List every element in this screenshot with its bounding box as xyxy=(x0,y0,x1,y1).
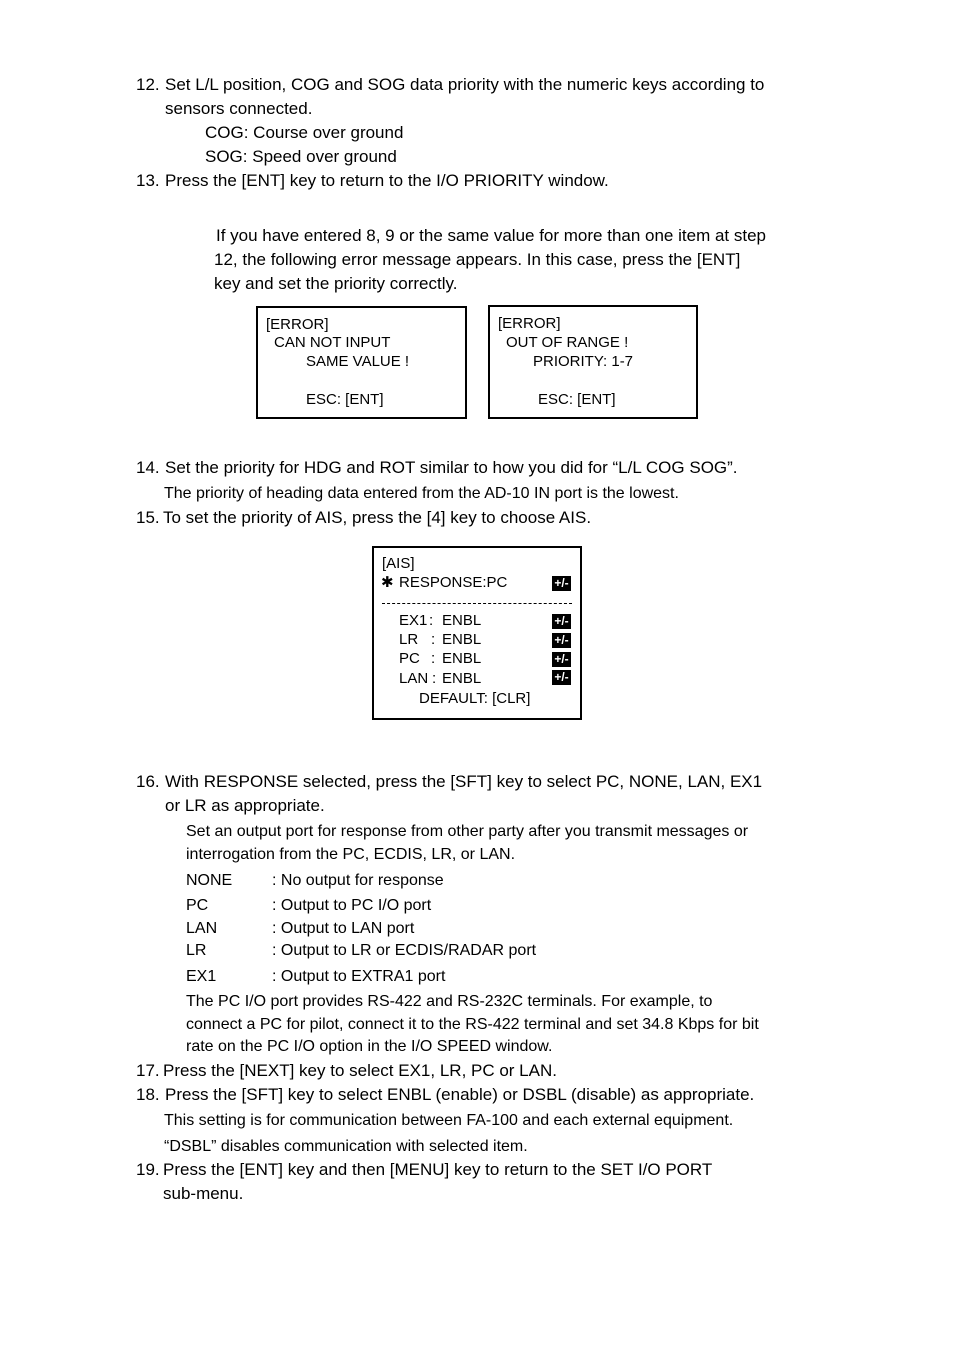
step-12-line-1: Set L/L position, COG and SOG data priority with the numeric keys according to xyxy=(165,75,765,94)
error-message-line-2: PRIORITY: 1-7 xyxy=(533,353,634,370)
step-16-note-2: interrogation from the PC, ECDIS, LR, or LAN. xyxy=(186,846,516,863)
step-17-number: 17. xyxy=(136,1061,160,1080)
ais-item-lr-name[interactable]: LR xyxy=(399,631,419,648)
error-dialog-out-of-range xyxy=(488,305,698,419)
ais-item-ex1-value: ENBL xyxy=(442,612,482,629)
ais-title: [AIS] xyxy=(382,555,415,572)
step-18-number: 18. xyxy=(136,1085,160,1104)
step-16-line-1: With RESPONSE selected, press the [SFT] key to select PC, NONE, LAN, EX1 xyxy=(165,772,763,791)
option-key: LR xyxy=(186,942,207,959)
pcio-note-line-1: The PC I/O port provides RS-422 and RS-232C terminals. For example, to xyxy=(186,993,713,1010)
ais-item-ex1-name[interactable]: EX1 xyxy=(399,612,428,629)
ais-item-sep: : xyxy=(432,670,437,687)
ais-item-sep: : xyxy=(429,612,434,629)
step-18-note-1: This setting is for communication between FA-100 and each external equipment. xyxy=(164,1112,734,1129)
option-desc: : Output to LR or ECDIS/RADAR port xyxy=(272,942,537,959)
step-16-line-2: or LR as appropriate. xyxy=(165,796,325,815)
error-esc-hint: ESC: [ENT] xyxy=(306,391,384,408)
plus-minus-key-icon: +/- xyxy=(552,614,571,629)
cursor-icon: ✱ xyxy=(381,574,394,591)
step-15-text: To set the priority of AIS, press the [4] key to choose AIS. xyxy=(163,508,592,527)
option-desc: : Output to LAN port xyxy=(272,920,415,937)
error-dialog-same-value xyxy=(256,306,467,419)
ais-item-sep: : xyxy=(431,650,436,667)
step-13-number: 13. xyxy=(136,171,160,190)
ais-item-sep: : xyxy=(431,631,436,648)
option-desc: : Output to EXTRA1 port xyxy=(272,968,446,985)
step-13-text: Press the [ENT] key to return to the I/O PRIORITY window. xyxy=(165,171,609,190)
option-desc: : No output for response xyxy=(272,872,444,889)
step-16-note-1: Set an output port for response from other party after you transmit messages or xyxy=(186,823,749,840)
sog-definition: SOG: Speed over ground xyxy=(205,147,397,166)
plus-minus-key-icon: +/- xyxy=(552,670,571,685)
step-19-line-2: sub-menu. xyxy=(163,1184,244,1203)
option-key: NONE xyxy=(186,872,233,889)
step-14-note: The priority of heading data entered from the AD-10 IN port is the lowest. xyxy=(164,485,679,502)
option-key: LAN xyxy=(186,920,218,937)
step-19-number: 19. xyxy=(136,1160,160,1179)
ais-item-lan-name[interactable]: LAN xyxy=(399,670,429,687)
step-15-number: 15. xyxy=(136,508,160,527)
note-line-3: key and set the priority correctly. xyxy=(214,274,458,293)
pcio-note-line-2: connect a PC for pilot, connect it to the RS-422 terminal and set 34.8 Kbps for bit xyxy=(186,1016,759,1033)
pcio-note-line-3: rate on the PC I/O option in the I/O SPEED window. xyxy=(186,1038,553,1055)
cog-definition: COG: Course over ground xyxy=(205,123,404,142)
option-desc: : Output to PC I/O port xyxy=(272,897,432,914)
plus-minus-key-icon: +/- xyxy=(552,633,571,648)
response-setting[interactable]: RESPONSE:PC xyxy=(399,574,508,591)
error-message-line-1: OUT OF RANGE ! xyxy=(506,334,629,351)
plus-minus-key-icon: +/- xyxy=(552,576,571,591)
ais-item-lr-value: ENBL xyxy=(442,631,482,648)
plus-minus-key-icon: +/- xyxy=(552,652,571,667)
step-18-note-2: “DSBL” disables communication with selected item. xyxy=(164,1138,528,1155)
step-19-line-1: Press the [ENT] key and then [MENU] key to return to the SET I/O PORT xyxy=(163,1160,713,1179)
note-line-1: If you have entered 8, 9 or the same value for more than one item at step xyxy=(216,226,766,245)
step-14-text: Set the priority for HDG and ROT similar to how you did for “L/L COG SOG”. xyxy=(165,458,738,477)
ais-item-lan-value: ENBL xyxy=(442,670,482,687)
step-17-text: Press the [NEXT] key to select EX1, LR, PC or LAN. xyxy=(163,1061,557,1080)
separator xyxy=(382,603,572,604)
option-key: EX1 xyxy=(186,968,217,985)
step-12-line-2: sensors connected. xyxy=(165,99,313,118)
step-18-text: Press the [SFT] key to select ENBL (enable) or DSBL (disable) as appropriate. xyxy=(165,1085,755,1104)
error-title: [ERROR] xyxy=(498,315,561,332)
option-key: PC xyxy=(186,897,209,914)
ais-item-pc-name[interactable]: PC xyxy=(399,650,420,667)
error-message-line-2: SAME VALUE ! xyxy=(306,353,410,370)
error-title: [ERROR] xyxy=(266,316,329,333)
step-12-number: 12. xyxy=(136,75,160,94)
ais-settings-panel xyxy=(372,546,582,720)
error-esc-hint: ESC: [ENT] xyxy=(538,391,616,408)
note-line-2: 12, the following error message appears. In this case, press the [ENT] xyxy=(214,250,741,269)
ais-item-pc-value: ENBL xyxy=(442,650,482,667)
ais-default-hint: DEFAULT: [CLR] xyxy=(419,690,531,707)
step-16-number: 16. xyxy=(136,772,160,791)
step-14-number: 14. xyxy=(136,458,160,477)
error-message-line-1: CAN NOT INPUT xyxy=(274,334,391,351)
